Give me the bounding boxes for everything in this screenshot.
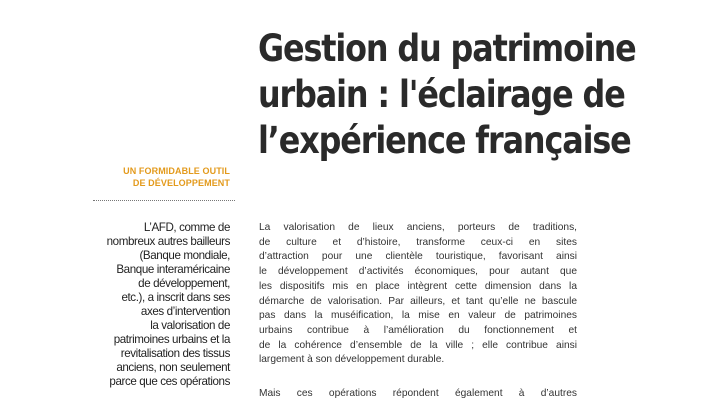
body-paragraph-1 — [259, 221, 577, 368]
body-line: démarche de valorisation. Par ailleurs, et tant qu’elle ne bascule — [259, 295, 577, 307]
kicker-line: DE DÉVELOPPEMENT — [132, 178, 230, 188]
title-line: l’expérience française — [258, 119, 631, 162]
title-line: Gestion du patrimoine — [258, 27, 636, 70]
sidebar-line: patrimoines urbains et la — [113, 333, 230, 346]
sidebar-line: revitalisation des tissus — [120, 347, 230, 360]
title-line: urbain : l'éclairage de — [258, 73, 625, 116]
body-line: le développement d’activités économiques, pour autant que — [259, 266, 577, 278]
sidebar-line: Banque interaméricaine — [116, 263, 230, 276]
kicker-line: UN FORMIDABLE OUTIL — [123, 166, 230, 176]
body-line: La valorisation de lieux anciens, porteurs de traditions, — [259, 222, 577, 233]
sidebar-line: de développement, — [138, 277, 230, 290]
body-line: de culture et d’histoire, transforme ceux-ci en sites — [259, 236, 577, 248]
body-paragraph-2-start: Mais ces opérations répondent également à d’autres — [259, 388, 577, 399]
sidebar-line: nombreux autres bailleurs — [106, 235, 230, 248]
sidebar-text — [80, 221, 230, 389]
body-line: largement à son développement durable. — [259, 354, 445, 366]
sidebar-kicker — [123, 165, 230, 189]
article-title — [258, 26, 645, 164]
body-line: urbains contribue à l’amélioration du fonctionnement et — [259, 324, 577, 336]
sidebar-line: (Banque mondiale, — [139, 249, 230, 262]
sidebar-line: L’AFD, comme de — [143, 221, 230, 234]
body-line: les dispositifs mis en place intègrent cette dimension dans la — [259, 280, 577, 292]
sidebar-line: axes d’intervention — [140, 305, 230, 318]
sidebar-line: anciens, non seulement — [116, 361, 230, 374]
sidebar-line: la valorisation de — [150, 319, 230, 332]
sidebar-line: parce que ces opérations — [109, 375, 230, 388]
body-line: pas dans la muséification, la mise en valeur de patrimoines — [259, 310, 577, 322]
sidebar-line: etc.), a inscrit dans ses — [121, 291, 230, 304]
body-line: de la cohérence d’ensemble de la ville ; elle contribue ainsi — [259, 339, 577, 351]
body-line: d’attraction pour une clientèle touristique, favorisant ainsi — [259, 251, 577, 263]
dotted-divider — [93, 200, 235, 201]
